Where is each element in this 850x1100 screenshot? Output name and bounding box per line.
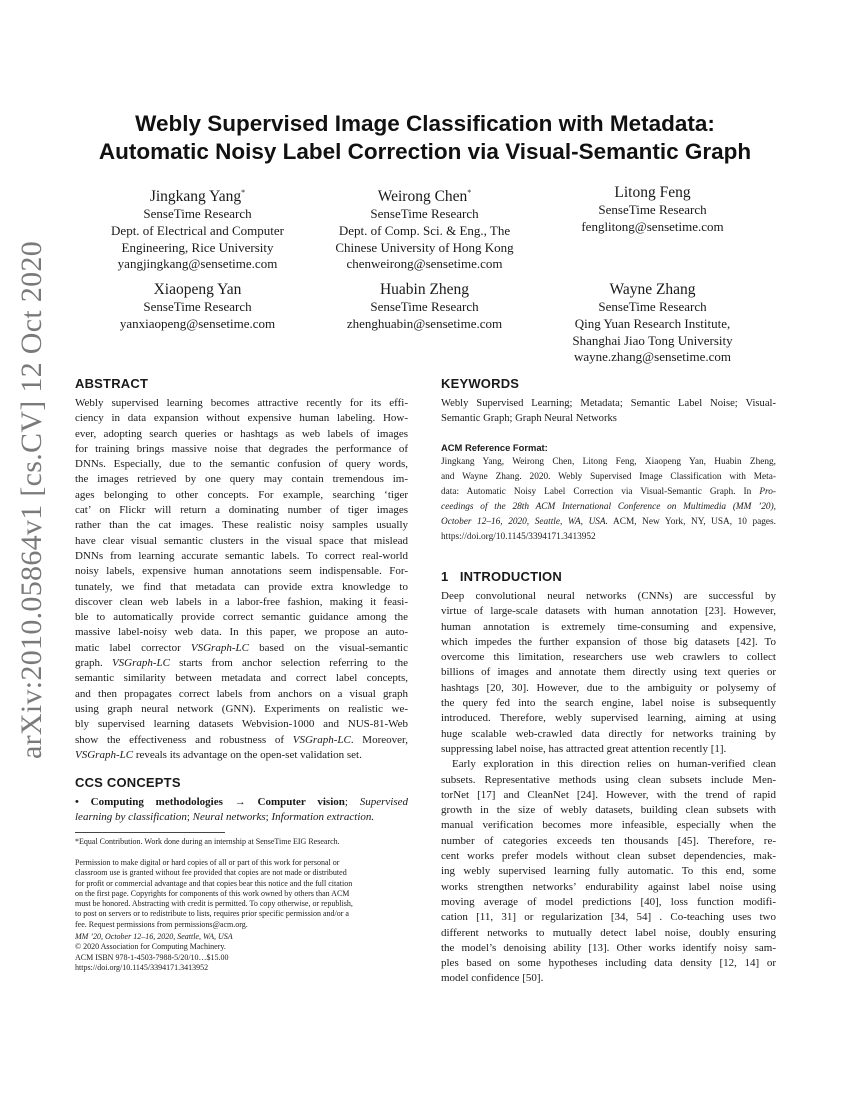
title-line-2: Automatic Noisy Label Correction via Visual-Semantic Graph [98,139,752,164]
ccs-subterm: Computer vision [257,796,345,808]
ccs-heading: CCS CONCEPTS [75,775,181,790]
abstract-line: DNNs from learning accurate semantic labels. To correct real-world [75,549,408,562]
intro-line: ples based on some hypotheses including data density [12, 14] or [441,957,776,970]
abstract-line: rather than the cat images. These realistic noisy samples usually [75,519,408,532]
permission-line: on the first page. Copyrights for components of this work owned by others than ACM [75,888,350,898]
intro-line: suppressing label noise, has attracted great attention recently [1]. [441,742,727,755]
acm-ref-text [441,455,776,545]
abstract-line: ages belonging to other concepts. For example, searching ‘tiger [75,488,408,501]
author-block [322,280,527,333]
permission-line: for profit or commercial advantage and that copies bear this notice and the full citation [75,878,353,888]
author-name: Wayne Zhang [609,281,696,298]
author-email: yanxiaopeng@sensetime.com [119,315,276,331]
intro-line: growth in the size of webly datasets, building clean subsets with [441,804,776,817]
abstract-line: ever, adopting search queries or hashtags as web labels of images [75,427,408,440]
author-name: Xiaopeng Yan [153,281,242,298]
ccs-italic: Supervised [359,796,409,808]
acm-ref-doi[interactable]: https://doi.org/10.1145/3394171.3413952 [441,532,596,542]
author-affiliation: Dept. of Comp. Sci. & Eng., The [338,222,511,238]
author-block [95,280,300,333]
permission-line: Permission to make digital or hard copies of all or part of this work for personal or [75,858,340,867]
abstract-line: DNNs. Especially, due to the semantic confusion of query words, [75,458,408,471]
abstract-line: cat’ on Flickr will return a dominating number of tiger images [75,504,408,517]
ccs-arrow: → [234,796,246,808]
keywords-heading: KEYWORDS [441,376,520,391]
abstract-line: show the effectiveness and robustness of VSGraph-LC. Moreover, [75,733,408,746]
permission-notice [75,858,408,930]
abstract-heading: ABSTRACT [75,376,149,391]
author-block [95,183,300,273]
abstract-line: bly supervised learning datasets Webvision-1000 and NUS-81-Web [75,718,408,731]
intro-line: number of categories exceeds ten thousands [45]. Therefore, re- [441,834,776,847]
abstract-line: the images retrieved by one query may contain tremendous im- [75,473,408,486]
abstract-line: graph. VSGraph-LC starts from anchor selection referring to the [75,657,409,670]
isbn: ACM ISBN 978-1-4503-7988-5/20/10…$15.00 [75,952,229,962]
venue: MM ’20, October 12–16, 2020, Seattle, WA, USA [75,932,233,941]
intro-line: ing webly supervised learning fully automatic. To this end, some [441,865,776,878]
permission-line: fee. Request permissions from permissions@acm.org. [75,919,248,929]
intro-line: the query fed into the search engine, label noise is subsequently [441,697,776,710]
intro-line: cation [11, 31] or regularization [34, 54] . Co-teaching uses two [441,911,776,924]
author-affiliation: Dept. of Electrical and Computer [111,222,284,238]
abstract-text [75,396,408,763]
abstract-line: semantic similarity between metadata and correct label concepts, [75,672,408,685]
acm-ref-proceedings: Pro- [759,487,777,497]
acm-ref-publisher: ACM, New York, NY, USA, 10 pages. [613,517,776,527]
acm-ref-proceedings: ceedings of the 28th ACM International Conference on Multimedia (MM ’20), [441,502,776,512]
ccs-bullet: • [75,796,79,808]
author-email: fenglitong@sensetime.com [581,218,724,234]
intro-line: works strengthen networks’ endurability against label noise using [441,880,776,893]
intro-line: huge scalable web-crawled data directly for networks training by [441,727,776,740]
intro-heading-text: INTRODUCTION [459,569,562,584]
abstract-line: Webly supervised learning becomes attractive recently for its effi- [75,397,408,409]
intro-line: Deep convolutional neural networks (CNNs) are successful by [441,590,776,602]
author-affiliation: Chinese University of Hong Kong [335,239,514,255]
abstract-line: and then propagates correct labels from anchors on a visual graph [75,687,408,700]
author-email: yangjingkang@sensetime.com [117,256,278,272]
intro-line: which impedes the further expansion of those big datasets [42]. To [441,635,776,648]
author-affiliation: SenseTime Research [143,206,252,221]
ccs-separator: ; [344,796,348,808]
ccs-term: Computing methodologies [90,796,223,808]
footnote [75,837,408,847]
author-name: Jingkang Yang [149,188,242,205]
author-affiliation: Qing Yuan Research Institute, [574,315,731,331]
abstract-line: massive label-noisy web data. In this paper, we propose an auto- [75,626,408,639]
author-email: chenweirong@sensetime.com [346,256,503,272]
ccs-italic: learning by classification [75,811,187,824]
footnote-rule [75,832,225,833]
author-affiliation: Shanghai Jiao Tong University [572,332,733,348]
doi-link[interactable]: https://doi.org/10.1145/3394171.3413952 [75,962,209,972]
title-line-1: Webly Supervised Image Classification with Metadata: [135,111,715,136]
permission-line: to post on servers or to redistribute to lists, requires prior specific permission and/or a [75,909,349,919]
intro-heading-number: 1 [441,569,449,584]
acm-ref-line: and Wayne Zhang. 2020. Webly Supervised Image Classification with Meta- [441,472,776,482]
abstract-line: discover clean web labels in a labor-free fashion, making it feasi- [75,595,408,608]
abstract-line: have clear visual semantic clusters in the visual space that mislead [75,534,408,547]
author-affiliation: SenseTime Research [598,202,707,217]
intro-line: hashtags [20, 30]. However, due to the ambiguity or polysemy of [441,681,776,694]
author-affiliation: SenseTime Research [143,299,252,314]
intro-line: torNet [17] and CleanNet [24]. However, with the trend of rapid [441,788,776,801]
abstract-line: tunately, we find that metadata can provide extra knowledge to [75,580,408,593]
arxiv-id: arXiv:2010.05864v1 [cs.CV] 12 Oct 2020 [15,240,48,760]
intro-line: subsets. Representative methods using clean subsets include Men- [441,773,776,786]
intro-line: billions of images and annotate them directly using text queries or [441,666,776,679]
abstract-line: VSGraph-LC reveals its advantage on the open-set validation set. [75,748,362,761]
intro-line: the model’s denoising ability [13]. Other works identify noisy sam- [441,941,776,954]
abstract-line: for training brings massive noise that degrades the performance of [75,442,408,455]
intro-line: manual verification becomes more infeasible, especially when the [441,819,776,832]
author-block [322,183,527,273]
intro-line: virtue of large-scale datasets with human annotation [23]. However, [441,605,776,618]
abstract-line: matic label corrector VSGraph-LC based on the visual-semantic [75,641,408,654]
author-block [550,280,755,366]
acm-ref-heading: ACM Reference Format: [441,442,548,453]
permission-line: classroom use is granted without fee provided that copies are not made or distributed [75,868,347,878]
intro-line: human annotation is extremely time-consuming and expensive, [441,620,776,633]
intro-line: different networks to mutually detect label noise, doubly ensuring [441,926,776,939]
author-mark: * [241,188,246,197]
author-affiliation: SenseTime Research [370,299,479,314]
author-affiliation: SenseTime Research [598,299,707,314]
acm-ref-date: October 12–16, 2020, Seattle, WA, USA. [441,517,608,527]
intro-heading [441,569,562,584]
acm-ref-line: Jingkang Yang, Weirong Chen, Litong Feng, Xiaopeng Yan, Huabin Zheng, [441,457,776,467]
intro-text [441,589,776,987]
intro-line: moving average of model predictions [40], loss function modifi- [441,895,776,908]
intro-line: introduced. Therefore, webly supervised learning, aiming at using [441,712,776,725]
ccs-italic: Information extraction. [271,811,375,824]
copyright: © 2020 Association for Computing Machinery. [75,942,226,952]
keywords-line: Webly Supervised Learning; Metadata; Semantic Label Noise; Visual- [441,398,776,409]
intro-line: cent works prefer models without clean subset dependencies, mak- [441,850,776,863]
abstract-line: using graph neural network (GNN). Experiments on realistic we- [75,702,408,715]
abstract-line: ble to automatically provide correct semantic guidance among the [75,611,408,624]
permission-line: must be honored. Abstracting with credit is permitted. To copy otherwise, or republish, [75,899,353,909]
paper-title [60,110,790,166]
author-name: Weirong Chen [377,188,468,205]
keywords-text [441,396,776,427]
author-name: Huabin Zheng [379,281,470,298]
author-email: zhenghuabin@sensetime.com [346,315,503,331]
intro-line: Early exploration in this direction relies on human-verified clean [452,758,776,771]
footnote-text: *Equal Contribution. Work done during an internship at SenseTime EIG Research. [75,837,340,846]
author-affiliation: SenseTime Research [370,206,479,221]
author-affiliation: Engineering, Rice University [121,239,274,255]
ccs-concepts: • Computing methodologies → Computer vision; Supervised learning by classification; Neural networks; Information extraction. [75,796,409,824]
author-mark: * [467,188,472,197]
abstract-line: ciency in data expansion without expensive human labeling. How- [75,412,408,425]
arxiv-sidebar [2,240,62,760]
acm-ref-line: data: Automatic Noisy Label Correction via Visual-Semantic Graph. In [441,487,752,497]
publication-info [75,932,408,973]
ccs-italic: Neural networks [192,811,266,824]
author-name: Litong Feng [614,184,691,201]
abstract-line: noisy labels, expensive human annotations seem indispensable. For- [75,565,408,578]
author-email: wayne.zhang@sensetime.com [573,349,732,365]
keywords-line: Semantic Graph; Graph Neural Networks [441,413,617,425]
author-block [550,183,755,236]
intro-line: model confidence [50]. [441,972,544,985]
intro-line: overcome this limitation, researchers use web crawlers to collect [441,651,776,664]
